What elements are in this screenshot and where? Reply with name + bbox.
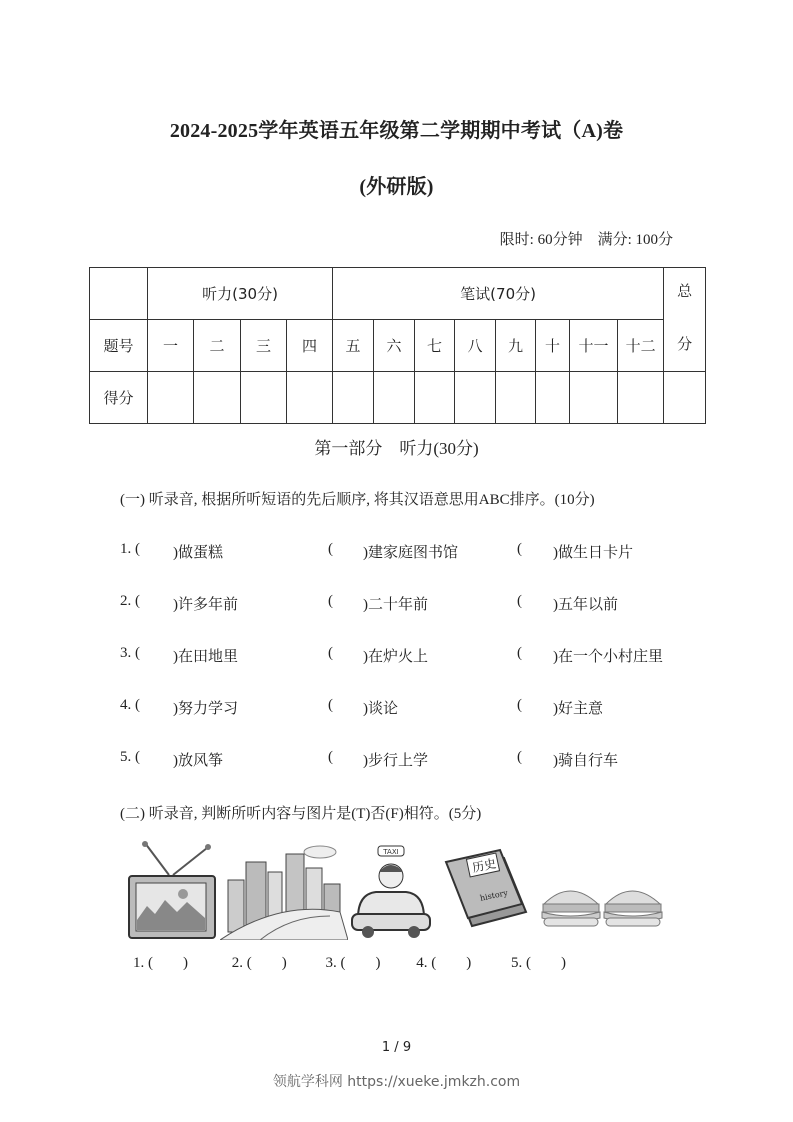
option-a: )做蛋糕 (173, 545, 223, 561)
option-c: )做生日卡片 (553, 545, 633, 561)
question-number: 四 (287, 320, 333, 372)
question-number: 一 (148, 320, 194, 372)
question-number: 三 (241, 320, 287, 372)
answer-blank[interactable]: 1. ( ) (133, 955, 188, 971)
question-number: 2. ( (120, 593, 140, 609)
taxi-picture (348, 840, 434, 940)
picture-strip (120, 840, 680, 944)
paren-open: ( (328, 749, 333, 765)
history-book-picture (442, 840, 534, 940)
paren-open: ( (517, 749, 522, 765)
option-a: )在田地里 (173, 649, 238, 665)
total-header-bottom: 分 (677, 335, 693, 353)
book-subtitle-text: history (479, 888, 509, 903)
table-corner-cell (90, 268, 148, 320)
paren-open: ( (328, 697, 333, 713)
option-b: )建家庭图书馆 (363, 545, 458, 561)
exam-subtitle: (外研版) (359, 176, 434, 198)
city-picture (220, 840, 348, 940)
option-a: )许多年前 (173, 597, 238, 613)
score-cell[interactable] (148, 372, 194, 424)
total-header-top: 总 (677, 282, 693, 300)
time-limit-text: 限时: 60分钟 满分: 100分 (499, 232, 673, 248)
question-number: 七 (415, 320, 455, 372)
score-cell[interactable] (664, 372, 706, 424)
listening-header: 听力(30分) (148, 268, 333, 320)
question-number: 1. ( (120, 541, 140, 557)
question-number: 十二 (618, 320, 664, 372)
paren-open: ( (517, 541, 522, 557)
score-cell[interactable] (570, 372, 618, 424)
score-cell[interactable] (333, 372, 374, 424)
taxi-sign-text: TAXI (383, 848, 399, 856)
paren-open: ( (328, 645, 333, 661)
paren-open: ( (328, 541, 333, 557)
answer-blank[interactable]: 5. ( ) (511, 955, 566, 971)
option-c: )在一个小村庄里 (553, 649, 663, 665)
paren-open: ( (517, 593, 522, 609)
option-c: )骑自行车 (553, 753, 618, 769)
option-b: )谈论 (363, 701, 398, 717)
score-cell[interactable] (455, 372, 496, 424)
tv-picture (125, 840, 221, 940)
score-cell[interactable] (374, 372, 415, 424)
answer-blank[interactable]: 4. ( ) (416, 955, 472, 971)
option-c: )好主意 (553, 701, 603, 717)
row-label-score: 得分 (90, 372, 148, 424)
score-cell[interactable] (287, 372, 333, 424)
writing-header: 笔试(70分) (333, 268, 664, 320)
question-number: 3. ( (120, 645, 140, 661)
part2-heading: (二) 听录音, 判断所听内容与图片是(T)否(F)相符。(5分) (120, 806, 482, 822)
question-number: 九 (496, 320, 536, 372)
question-number: 5. ( (120, 749, 140, 765)
score-table (89, 267, 706, 424)
list-item (120, 593, 680, 615)
part1-heading: (一) 听录音, 根据所听短语的先后顺序, 将其汉语意思用ABC排序。(10分) (120, 492, 595, 508)
exam-title: 2024-2025学年英语五年级第二学期期中考试（A)卷 (169, 120, 624, 142)
row-label-question: 题号 (90, 320, 148, 372)
list-item (120, 749, 680, 771)
answer-blank[interactable]: 3. ( ) (325, 955, 381, 971)
list-item (120, 697, 680, 719)
total-header (664, 268, 706, 372)
question-number: 4. ( (120, 697, 140, 713)
page-number: 1 / 9 (381, 1040, 412, 1055)
question-number: 五 (333, 320, 374, 372)
hamburger-picture (540, 840, 668, 940)
question-number: 十 (536, 320, 570, 372)
answer-blank[interactable]: 2. ( ) (231, 955, 287, 971)
score-cell[interactable] (496, 372, 536, 424)
score-cell[interactable] (618, 372, 664, 424)
paren-open: ( (517, 697, 522, 713)
paren-open: ( (517, 645, 522, 661)
question-number: 二 (194, 320, 241, 372)
option-b: )在炉火上 (363, 649, 428, 665)
score-cell[interactable] (415, 372, 455, 424)
option-c: )五年以前 (553, 597, 618, 613)
list-item (120, 541, 680, 563)
score-cell[interactable] (536, 372, 570, 424)
list-item (120, 645, 680, 667)
footer-watermark: 领航学科网 https://xueke.jmkzh.com (272, 1074, 521, 1090)
question-number: 六 (374, 320, 415, 372)
paren-open: ( (328, 593, 333, 609)
question-number: 八 (455, 320, 496, 372)
score-cell[interactable] (241, 372, 287, 424)
section-title: 第一部分 听力(30分) (314, 439, 479, 458)
score-cell[interactable] (194, 372, 241, 424)
option-b: )二十年前 (363, 597, 428, 613)
book-title-text: 历史 (470, 856, 498, 876)
option-a: )放风筝 (173, 753, 223, 769)
option-b: )步行上学 (363, 753, 428, 769)
option-a: )努力学习 (173, 701, 238, 717)
part2-answers (133, 955, 566, 972)
question-number: 十一 (570, 320, 618, 372)
